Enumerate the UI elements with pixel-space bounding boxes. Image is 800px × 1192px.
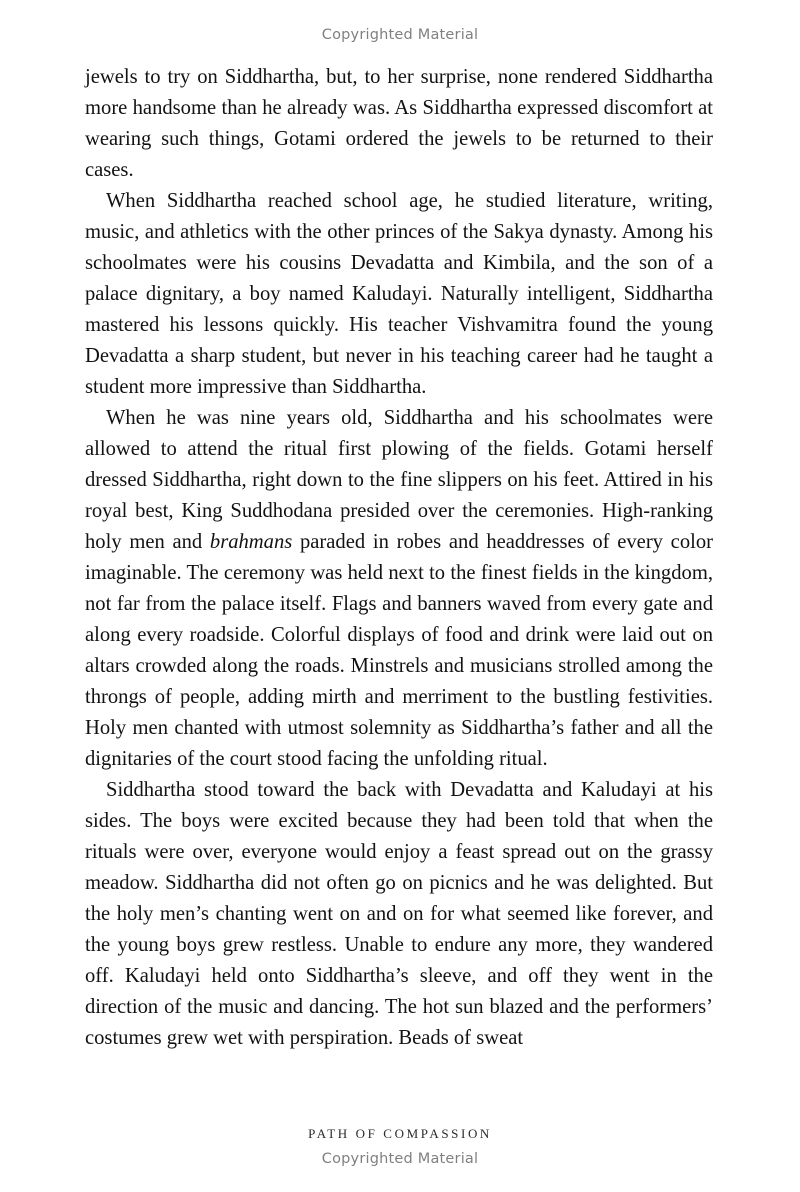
- paragraph-2-school-age: When Siddhartha reached school age, he studied literature, writing, music, and athletics with the other princes of the Sakya dynasty. Among his schoolmates were his cousins Devadatta and Kimbila, and the son of a palace dignitary, a boy named Kaludayi. Naturally intelligent, Siddhartha mastered his lessons quickly. His teacher Vishvamitra found the young Devadatta a sharp student, but never in his teaching career had he taught a student more impressive than Siddhartha.: [85, 190, 713, 398]
- body-text-column: [85, 62, 713, 1054]
- paragraph-4-toward-the-back: Siddhartha stood toward the back with Devadatta and Kaludayi at his sides. The boys were excited because they had been told that when the rituals were over, everyone would enjoy a feast spread out on the grassy meadow. Siddhartha did not often go on picnics and he was delighted. But the holy men’s chanting went on and on for what seemed like forever, and the young boys grew restless. Unable to endure any more, they wandered off. Kaludayi held onto Siddhartha’s sleeve, and off they went in the direction of the music and dancing. The hot sun blazed and the performers’ costumes grew wet with perspiration. Beads of sweat: [85, 779, 713, 1049]
- copyrighted-material-watermark-top: Copyrighted Material: [321, 27, 479, 43]
- copyrighted-material-watermark-bottom: Copyrighted Material: [321, 1151, 479, 1167]
- running-footer-book-title: PATH OF COMPASSION: [308, 1126, 492, 1141]
- paragraph-3-first-plowing: When he was nine years old, Siddhartha and his schoolmates were allowed to attend the ritual first plowing of the fields. Gotami herself dressed Siddhartha, right down to the fine slippers on his feet. Attired in his royal best, King Suddhodana presided over the ceremonies. High-ranking holy men and brahmans paraded in robes and headdresses of every color imaginable. The ceremony was held next to the finest fields in the kingdom, not far from the palace itself. Flags and banners waved from every gate and along every roadside. Colorful displays of food and drink were laid out on altars crowded along the roads. Minstrels and musicians strolled among the throngs of people, adding mirth and merriment to the bustling festivities. Holy men chanted with utmost solemnity as Siddhartha’s father and all the dignitaries of the court stood facing the unfolding ritual.: [85, 407, 713, 770]
- paragraph-1-jewels: jewels to try on Siddhartha, but, to her surprise, none rendered Siddhartha more handsome than he already was. As Siddhartha expressed discomfort at wearing such things, Gotami ordered the jewels to be returned to their cases.: [85, 66, 713, 181]
